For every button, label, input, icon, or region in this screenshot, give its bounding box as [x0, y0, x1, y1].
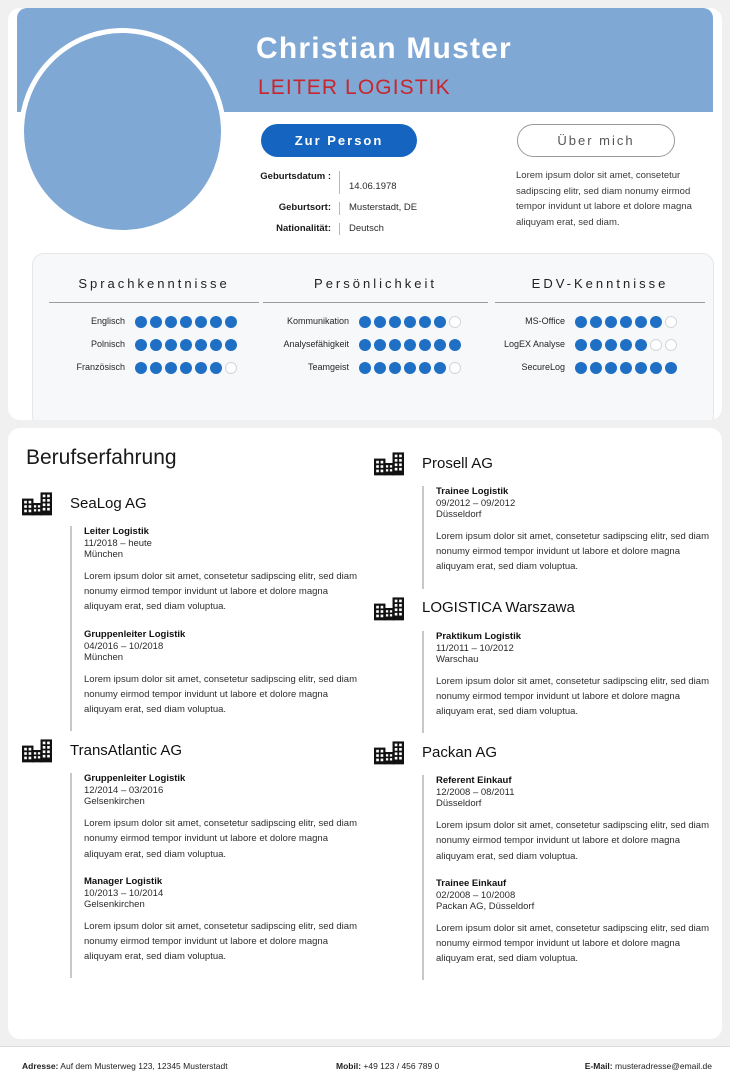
fact-label: Geburtsdatum : — [260, 171, 331, 182]
skill-row — [495, 362, 705, 374]
footer-email-label: E-Mail: — [584, 1061, 613, 1071]
company-block — [374, 595, 719, 734]
rating-dot-filled — [359, 316, 371, 328]
company-name: SeaLog AG — [70, 494, 147, 512]
skill-rating — [575, 316, 677, 328]
skill-column-title: Sprachkenntnisse — [78, 276, 230, 291]
skill-label: Teamgeist — [307, 362, 349, 373]
rating-dot-filled — [575, 316, 587, 328]
buildings-icon — [374, 739, 404, 765]
page-title: Christian Muster — [256, 32, 512, 65]
skills-panel — [32, 253, 714, 420]
fact-value: Musterstadt, DE — [339, 202, 417, 215]
company-header — [374, 595, 719, 621]
footer-email — [585, 1061, 712, 1071]
job-location: Gelsenkirchen — [84, 796, 145, 808]
rating-dot-filled — [605, 339, 617, 351]
skill-rating — [575, 362, 677, 374]
buildings-icon — [374, 450, 404, 476]
personal-card — [8, 8, 722, 420]
job-date: 12/2014 – 03/2016 — [84, 785, 164, 797]
rating-dot-filled — [389, 362, 401, 374]
rating-dot-filled — [620, 316, 632, 328]
rating-dot-filled — [180, 362, 192, 374]
rating-dot-filled — [650, 316, 662, 328]
job-entry — [70, 629, 367, 732]
skill-row — [49, 362, 259, 374]
fact-row — [251, 223, 466, 236]
job-location: Warschau — [436, 653, 479, 665]
company-block — [374, 450, 719, 589]
rating-dot-filled — [195, 316, 207, 328]
skill-rating — [359, 339, 461, 351]
divider — [495, 302, 705, 303]
rating-dot-filled — [150, 362, 162, 374]
company-block — [22, 737, 367, 978]
rating-dot-filled — [210, 362, 222, 374]
job-title: Gruppenleiter Logistik — [84, 628, 186, 640]
job-subtitle: LEITER LOGISTIK — [258, 76, 451, 99]
footer-mobile-value: +49 123 / 456 789 0 — [363, 1061, 440, 1071]
company-name: Packan AG — [422, 743, 498, 761]
job-description: Lorem ipsum dolor sit amet, consetetur sadipscing elitr, sed diam nonumy eirmod tempor invidunt ut labore et dolore magna aliquyam erat, sed diam voluptua. — [436, 531, 709, 573]
rating-dot-filled — [434, 339, 446, 351]
rating-dot-filled — [404, 316, 416, 328]
buildings-icon — [22, 737, 52, 763]
job-description: Lorem ipsum dolor sit amet, consetetur sadipscing elitr, sed diam nonumy eirmod tempor invidunt ut labore et dolore magna aliquyam erat, sed diam voluptua. — [436, 922, 709, 965]
rating-dot-filled — [575, 362, 587, 374]
skill-rows — [495, 316, 705, 374]
job-date: 04/2016 – 10/2018 — [84, 640, 164, 652]
job-location: Düsseldorf — [436, 509, 482, 520]
rating-dot-empty — [665, 316, 677, 328]
job-date: 09/2012 – 09/2012 — [436, 498, 516, 509]
tab-ueber-mich[interactable]: Über mich — [517, 124, 675, 157]
footer — [0, 1046, 730, 1085]
company-name: Prosell AG — [422, 454, 493, 472]
section-title: Berufserfahrung — [26, 446, 177, 469]
fact-label: Geburtsort: — [278, 201, 331, 213]
rating-dot-filled — [195, 339, 207, 351]
rating-dot-filled — [620, 362, 632, 374]
fact-value: Deutsch — [339, 223, 384, 236]
skill-label: Polnisch — [90, 339, 125, 350]
rating-dot-filled — [374, 339, 386, 351]
rating-dot-filled — [359, 362, 371, 374]
rating-dot-filled — [165, 362, 177, 374]
skill-label: Französisch — [76, 362, 125, 373]
skill-rating — [359, 362, 461, 374]
rating-dot-filled — [605, 316, 617, 328]
company-header — [374, 739, 719, 765]
skill-column-title: EDV-Kenntnisse — [531, 276, 669, 291]
skill-row — [49, 316, 259, 328]
skill-rating — [135, 362, 237, 374]
job-entry — [70, 773, 367, 876]
job-description: Lorem ipsum dolor sit amet, consetetur sadipscing elitr, sed diam nonumy eirmod tempor invidunt ut labore et dolore magna aliquyam erat, sed diam voluptua. — [84, 920, 357, 963]
rating-dot-filled — [210, 339, 222, 351]
rating-dot-filled — [150, 339, 162, 351]
rating-dot-empty — [665, 339, 677, 351]
rating-dot-empty — [449, 362, 461, 374]
rating-dot-filled — [590, 362, 602, 374]
rating-dot-filled — [135, 316, 147, 328]
rating-dot-filled — [590, 339, 602, 351]
company-name: LOGISTICA Warszawa — [422, 599, 575, 617]
rating-dot-filled — [180, 316, 192, 328]
rating-dot-filled — [135, 339, 147, 351]
skill-label: MS-Office — [525, 316, 565, 327]
job-description: Lorem ipsum dolor sit amet, consetetur sadipscing elitr, sed diam nonumy eirmod tempor invidunt ut labore et dolore magna aliquyam erat, sed diam voluptua. — [436, 820, 709, 862]
rating-dot-filled — [150, 316, 162, 328]
rating-dot-filled — [449, 339, 461, 351]
job-description: Lorem ipsum dolor sit amet, consetetur sadipscing elitr, sed diam nonumy eirmod tempor invidunt ut labore et dolore magna aliquyam erat, sed diam voluptua. — [84, 818, 357, 860]
footer-email-value[interactable]: musteradresse@email.de — [615, 1061, 712, 1071]
personal-facts — [251, 171, 466, 243]
skill-column-it — [495, 276, 705, 385]
job-entry — [422, 775, 719, 878]
rating-dot-filled — [590, 316, 602, 328]
job-title: Praktikum Logistik — [436, 630, 521, 642]
fact-value: 14.06.1978 — [339, 171, 397, 194]
rating-dot-filled — [404, 339, 416, 351]
job-location: München — [84, 549, 124, 560]
skill-rows — [263, 316, 488, 374]
fact-row — [251, 171, 466, 194]
tab-zur-person[interactable]: Zur Person — [261, 124, 417, 157]
rating-dot-filled — [635, 339, 647, 351]
rating-dot-filled — [434, 362, 446, 374]
rating-dot-filled — [225, 316, 237, 328]
footer-address-value: Auf dem Musterweg 123, 12345 Musterstadt — [60, 1061, 228, 1071]
job-entry — [70, 526, 367, 629]
rating-dot-filled — [165, 316, 177, 328]
job-location: Gelsenkirchen — [84, 898, 145, 910]
rating-dot-filled — [419, 316, 431, 328]
company-name: TransAtlantic AG — [70, 741, 182, 759]
about-text: Lorem ipsum dolor sit amet, consetetur sadipscing elitr, sed diam nonumy eirmod tempor invidunt ut labore et dolore magna aliquyam erat, sed diam. — [516, 170, 692, 229]
rating-dot-empty — [650, 339, 662, 351]
rating-dot-filled — [575, 339, 587, 351]
company-header — [22, 737, 367, 763]
skill-row — [263, 339, 488, 351]
job-date: 11/2011 – 10/2012 — [436, 642, 514, 654]
rating-dot-filled — [665, 362, 677, 374]
job-title: Referent Einkauf — [436, 775, 512, 787]
job-title: Trainee Logistik — [436, 486, 509, 497]
rating-dot-filled — [135, 362, 147, 374]
rating-dot-filled — [374, 316, 386, 328]
rating-dot-filled — [620, 339, 632, 351]
rating-dot-filled — [419, 339, 431, 351]
job-date: 10/2013 – 10/2014 — [84, 887, 164, 899]
job-title: Trainee Einkauf — [436, 877, 507, 889]
skill-column-title: Persönlichkeit — [314, 276, 437, 291]
skill-column-personality — [263, 276, 488, 385]
job-date: 11/2018 – heute — [84, 538, 152, 549]
job-entry — [422, 631, 719, 734]
footer-address — [22, 1061, 228, 1071]
skill-label: LogEX Analyse — [503, 339, 565, 350]
experience-column-left — [22, 490, 367, 984]
rating-dot-filled — [650, 362, 662, 374]
job-entry — [70, 876, 367, 979]
job-entry — [422, 486, 719, 589]
rating-dot-filled — [419, 362, 431, 374]
job-entry — [422, 878, 719, 981]
rating-dot-filled — [404, 362, 416, 374]
job-location: Düsseldorf — [436, 798, 482, 810]
skill-rows — [49, 316, 259, 374]
skill-rating — [575, 339, 677, 351]
skill-row — [263, 316, 488, 328]
rating-dot-filled — [180, 339, 192, 351]
fact-label: Nationalität: — [276, 222, 331, 234]
skill-row — [495, 339, 705, 351]
rating-dot-filled — [635, 362, 647, 374]
footer-mobile-label: Mobil: — [336, 1061, 362, 1071]
company-block — [374, 739, 719, 980]
skill-column-languages — [49, 276, 259, 385]
rating-dot-filled — [605, 362, 617, 374]
job-description: Lorem ipsum dolor sit amet, consetetur sadipscing elitr, sed diam nonumy eirmod tempor invidunt ut labore et dolore magna aliquyam erat, sed diam voluptua. — [84, 673, 357, 715]
rating-dot-filled — [195, 362, 207, 374]
rating-dot-filled — [374, 362, 386, 374]
rating-dot-filled — [165, 339, 177, 351]
rating-dot-filled — [210, 316, 222, 328]
company-header — [22, 490, 367, 516]
skill-label: Englisch — [90, 316, 125, 327]
skill-label: Analysefähigkeit — [283, 339, 349, 350]
divider — [49, 302, 259, 303]
job-location: Packan AG, Düsseldorf — [436, 900, 535, 912]
skill-rating — [135, 316, 237, 328]
skill-rating — [135, 339, 237, 351]
skill-row — [263, 362, 488, 374]
skill-label: Kommunikation — [286, 316, 349, 327]
divider — [263, 302, 488, 303]
rating-dot-filled — [225, 339, 237, 351]
experience-card — [8, 428, 722, 1039]
rating-dot-filled — [389, 339, 401, 351]
job-description: Lorem ipsum dolor sit amet, consetetur sadipscing elitr, sed diam nonumy eirmod tempor invidunt ut labore et dolore magna aliquyam erat, sed diam voluptua. — [84, 571, 357, 613]
rating-dot-filled — [434, 316, 446, 328]
job-date: 02/2008 – 10/2008 — [436, 889, 516, 901]
rating-dot-filled — [359, 339, 371, 351]
skill-label: SecureLog — [521, 362, 565, 373]
job-title: Manager Logistik — [84, 875, 163, 887]
job-date: 12/2008 – 08/2011 — [436, 787, 515, 799]
fact-row — [251, 202, 466, 215]
footer-mobile — [336, 1061, 439, 1071]
rating-dot-filled — [389, 316, 401, 328]
rating-dot-empty — [449, 316, 461, 328]
skill-rating — [359, 316, 461, 328]
buildings-icon — [374, 595, 404, 621]
company-header — [374, 450, 719, 476]
skill-row — [49, 339, 259, 351]
company-block — [22, 490, 367, 731]
rating-dot-filled — [635, 316, 647, 328]
job-location: München — [84, 651, 124, 663]
job-title: Gruppenleiter Logistik — [84, 773, 186, 785]
rating-dot-empty — [225, 362, 237, 374]
job-title: Leiter Logistik — [84, 526, 149, 537]
avatar — [19, 28, 226, 235]
skill-row — [495, 316, 705, 328]
job-description: Lorem ipsum dolor sit amet, consetetur sadipscing elitr, sed diam nonumy eirmod tempor invidunt ut labore et dolore magna aliquyam erat, sed diam voluptua. — [436, 675, 709, 717]
footer-address-label: Adresse: — [22, 1061, 59, 1071]
buildings-icon — [22, 490, 52, 516]
experience-column-right — [374, 450, 719, 986]
